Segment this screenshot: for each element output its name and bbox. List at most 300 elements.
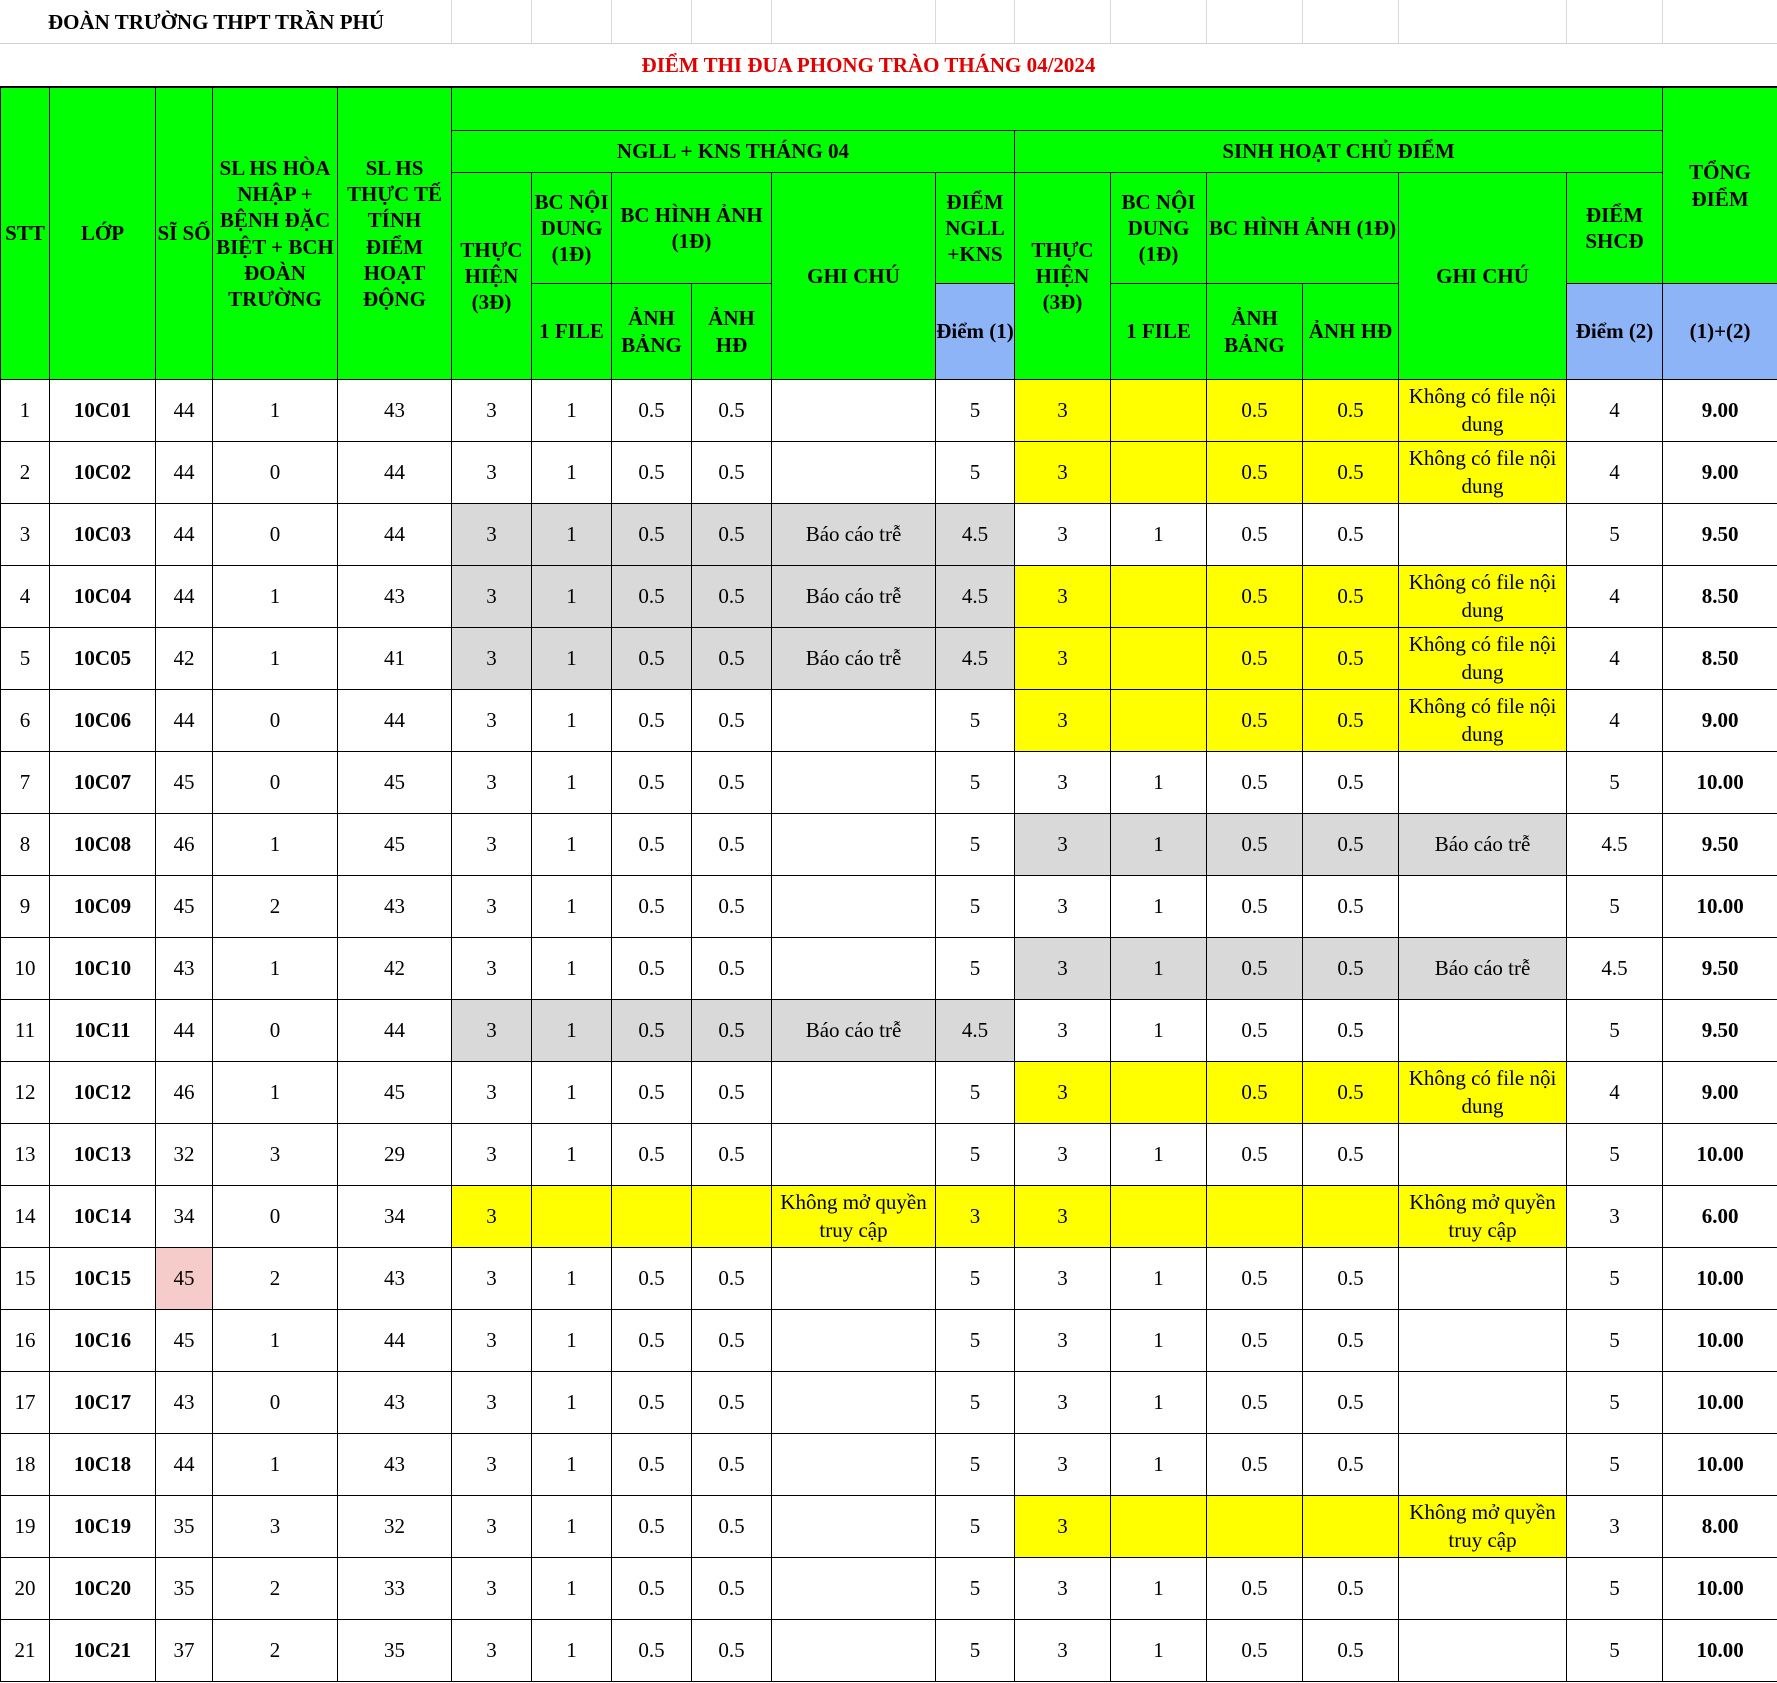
cell-tong-diem: 9.50 — [1663, 938, 1777, 1000]
cell-shcd-anh-bang: 0.5 — [1207, 814, 1303, 876]
header-bc-hinh-anh-2: BC HÌNH ẢNH (1Đ) — [1207, 173, 1399, 284]
cell-sl-hoa-nhap: 3 — [213, 1496, 338, 1558]
header-ghi-chu-1: GHI CHÚ — [772, 173, 936, 380]
cell-ngll-one-file: 1 — [532, 504, 612, 566]
cell-diem-shcd: 4 — [1567, 690, 1663, 752]
cell-ngll-one-file: 1 — [532, 690, 612, 752]
cell-ngll-anh-bang: 0.5 — [612, 1558, 692, 1620]
cell-sl-thuc-te: 34 — [338, 1186, 452, 1248]
cell-sl-hoa-nhap: 1 — [213, 380, 338, 442]
cell-shcd-anh-bang: 0.5 — [1207, 1248, 1303, 1310]
cell-si-so: 35 — [156, 1558, 213, 1620]
cell-ngll-thuc-hien: 3 — [452, 442, 532, 504]
cell-diem-shcd: 5 — [1567, 1620, 1663, 1682]
cell-tong-diem: 10.00 — [1663, 1558, 1777, 1620]
header-bc-noi-dung-1: BC NỘI DUNG (1Đ) — [532, 173, 612, 284]
cell-diem-ngll: 5 — [936, 442, 1015, 504]
cell-shcd-anh-bang: 0.5 — [1207, 628, 1303, 690]
cell-shcd-anh-bang: 0.5 — [1207, 504, 1303, 566]
cell-lop: 10C04 — [50, 566, 156, 628]
cell-lop: 10C03 — [50, 504, 156, 566]
cell-shcd-ghi-chu: Báo cáo trễ — [1399, 814, 1567, 876]
cell-stt: 6 — [1, 690, 50, 752]
cell-ngll-ghi-chu — [772, 1062, 936, 1124]
cell-shcd-anh-bang: 0.5 — [1207, 1558, 1303, 1620]
cell-tong-diem: 9.00 — [1663, 380, 1777, 442]
cell-si-so: 42 — [156, 628, 213, 690]
cell-shcd-one-file — [1111, 442, 1207, 504]
cell-ngll-ghi-chu: Không mở quyền truy cập — [772, 1186, 936, 1248]
cell-si-so: 37 — [156, 1620, 213, 1682]
cell-ngll-ghi-chu: Báo cáo trễ — [772, 504, 936, 566]
cell-ngll-anh-bang: 0.5 — [612, 380, 692, 442]
cell-shcd-anh-bang: 0.5 — [1207, 1620, 1303, 1682]
cell-diem-shcd: 5 — [1567, 1124, 1663, 1186]
cell-shcd-anh-hd: 0.5 — [1303, 504, 1399, 566]
cell-tong-diem: 9.00 — [1663, 442, 1777, 504]
cell-stt: 5 — [1, 628, 50, 690]
cell-shcd-anh-bang: 0.5 — [1207, 1372, 1303, 1434]
cell-ngll-anh-hd: 0.5 — [692, 504, 772, 566]
cell-ngll-anh-hd — [692, 1186, 772, 1248]
cell-ngll-thuc-hien: 3 — [452, 1062, 532, 1124]
cell-diem-shcd: 5 — [1567, 1000, 1663, 1062]
cell-diem-shcd: 4 — [1567, 628, 1663, 690]
cell-shcd-one-file: 1 — [1111, 814, 1207, 876]
cell-sl-thuc-te: 42 — [338, 938, 452, 1000]
cell-stt: 2 — [1, 442, 50, 504]
cell-ngll-anh-hd: 0.5 — [692, 1124, 772, 1186]
cell-ngll-one-file: 1 — [532, 1434, 612, 1496]
cell-sl-thuc-te: 43 — [338, 1248, 452, 1310]
table-row — [1, 566, 1777, 628]
header-thuc-hien-2: THỰC HIỆN (3Đ) — [1015, 173, 1111, 380]
cell-ngll-ghi-chu — [772, 1558, 936, 1620]
cell-ngll-ghi-chu — [772, 1496, 936, 1558]
cell-diem-shcd: 5 — [1567, 1434, 1663, 1496]
cell-stt: 10 — [1, 938, 50, 1000]
cell-ngll-thuc-hien: 3 — [452, 1496, 532, 1558]
cell-sl-thuc-te: 45 — [338, 752, 452, 814]
cell-shcd-anh-bang: 0.5 — [1207, 752, 1303, 814]
cell-sl-hoa-nhap: 3 — [213, 1124, 338, 1186]
header-sl-thuc-te: SL HS THỰC TẾ TÍNH ĐIỂM HOẠT ĐỘNG — [338, 88, 452, 380]
cell-shcd-thuc-hien: 3 — [1015, 752, 1111, 814]
table-header — [1, 88, 1777, 380]
cell-ngll-thuc-hien: 3 — [452, 1248, 532, 1310]
cell-si-so: 44 — [156, 690, 213, 752]
cell-ngll-one-file: 1 — [532, 1248, 612, 1310]
cell-sl-thuc-te: 35 — [338, 1620, 452, 1682]
cell-ngll-ghi-chu — [772, 1310, 936, 1372]
cell-shcd-thuc-hien: 3 — [1015, 628, 1111, 690]
cell-shcd-ghi-chu — [1399, 1124, 1567, 1186]
table-row — [1, 1496, 1777, 1558]
cell-tong-diem: 6.00 — [1663, 1186, 1777, 1248]
cell-ngll-anh-hd: 0.5 — [692, 1248, 772, 1310]
cell-ngll-anh-hd: 0.5 — [692, 442, 772, 504]
header-sl-hoa-nhap: SL HS HÒA NHẬP + BỆNH ĐẶC BIỆT + BCH ĐOÀN TRƯỜNG — [213, 88, 338, 380]
cell-diem-ngll: 5 — [936, 1558, 1015, 1620]
cell-si-so: 44 — [156, 566, 213, 628]
cell-ngll-anh-bang — [612, 1186, 692, 1248]
cell-diem-shcd: 4.5 — [1567, 814, 1663, 876]
cell-diem-shcd: 4.5 — [1567, 938, 1663, 1000]
table-row — [1, 752, 1777, 814]
cell-ngll-one-file: 1 — [532, 380, 612, 442]
cell-shcd-thuc-hien: 3 — [1015, 1558, 1111, 1620]
cell-sl-hoa-nhap: 1 — [213, 628, 338, 690]
table-row — [1, 876, 1777, 938]
cell-shcd-one-file — [1111, 380, 1207, 442]
cell-ngll-anh-bang: 0.5 — [612, 938, 692, 1000]
cell-si-so: 44 — [156, 380, 213, 442]
cell-sl-hoa-nhap: 2 — [213, 1620, 338, 1682]
cell-diem-shcd: 5 — [1567, 504, 1663, 566]
cell-shcd-one-file — [1111, 628, 1207, 690]
cell-shcd-anh-hd: 0.5 — [1303, 442, 1399, 504]
cell-ngll-thuc-hien: 3 — [452, 1434, 532, 1496]
table-row — [1, 1062, 1777, 1124]
cell-shcd-ghi-chu — [1399, 1558, 1567, 1620]
cell-stt: 7 — [1, 752, 50, 814]
cell-ngll-one-file: 1 — [532, 814, 612, 876]
header-diem-2: Điểm (2) — [1567, 284, 1663, 380]
cell-sl-thuc-te: 43 — [338, 1372, 452, 1434]
cell-sl-thuc-te: 44 — [338, 690, 452, 752]
cell-shcd-anh-hd: 0.5 — [1303, 876, 1399, 938]
table-row — [1, 504, 1777, 566]
cell-ngll-ghi-chu: Báo cáo trễ — [772, 1000, 936, 1062]
cell-shcd-anh-hd: 0.5 — [1303, 1000, 1399, 1062]
cell-ngll-thuc-hien: 3 — [452, 504, 532, 566]
cell-ngll-anh-bang: 0.5 — [612, 1434, 692, 1496]
cell-diem-shcd: 5 — [1567, 1310, 1663, 1372]
cell-shcd-thuc-hien: 3 — [1015, 566, 1111, 628]
cell-shcd-anh-hd: 0.5 — [1303, 1248, 1399, 1310]
cell-stt: 3 — [1, 504, 50, 566]
cell-si-so: 44 — [156, 1000, 213, 1062]
cell-shcd-one-file: 1 — [1111, 1372, 1207, 1434]
cell-tong-diem: 10.00 — [1663, 1248, 1777, 1310]
cell-tong-diem: 9.50 — [1663, 814, 1777, 876]
cell-shcd-ghi-chu — [1399, 504, 1567, 566]
header-diem-shcd: ĐIỂM SHCĐ — [1567, 173, 1663, 284]
cell-shcd-anh-hd: 0.5 — [1303, 1620, 1399, 1682]
cell-tong-diem: 9.00 — [1663, 690, 1777, 752]
cell-shcd-ghi-chu — [1399, 1620, 1567, 1682]
cell-si-so: 46 — [156, 1062, 213, 1124]
cell-ngll-thuc-hien: 3 — [452, 1620, 532, 1682]
score-table — [0, 87, 1777, 1682]
cell-si-so: 45 — [156, 1310, 213, 1372]
cell-shcd-anh-hd: 0.5 — [1303, 752, 1399, 814]
cell-ngll-anh-bang: 0.5 — [612, 1000, 692, 1062]
cell-ngll-thuc-hien: 3 — [452, 566, 532, 628]
cell-ngll-thuc-hien: 3 — [452, 876, 532, 938]
cell-ngll-anh-bang: 0.5 — [612, 442, 692, 504]
cell-diem-ngll: 5 — [936, 1496, 1015, 1558]
cell-shcd-anh-bang: 0.5 — [1207, 1062, 1303, 1124]
cell-diem-ngll: 4.5 — [936, 566, 1015, 628]
cell-shcd-ghi-chu: Không có file nội dung — [1399, 442, 1567, 504]
cell-si-so: 43 — [156, 1372, 213, 1434]
cell-ngll-anh-hd: 0.5 — [692, 1372, 772, 1434]
cell-ngll-anh-hd: 0.5 — [692, 1496, 772, 1558]
cell-ngll-one-file: 1 — [532, 628, 612, 690]
cell-lop: 10C02 — [50, 442, 156, 504]
cell-shcd-ghi-chu — [1399, 1248, 1567, 1310]
cell-lop: 10C18 — [50, 1434, 156, 1496]
table-row — [1, 1186, 1777, 1248]
cell-shcd-one-file: 1 — [1111, 1620, 1207, 1682]
cell-ngll-one-file: 1 — [532, 752, 612, 814]
cell-diem-shcd: 4 — [1567, 566, 1663, 628]
cell-diem-shcd: 5 — [1567, 876, 1663, 938]
table-row — [1, 1558, 1777, 1620]
cell-ngll-ghi-chu — [772, 876, 936, 938]
cell-ngll-ghi-chu — [772, 1372, 936, 1434]
cell-ngll-anh-bang: 0.5 — [612, 1124, 692, 1186]
cell-sl-thuc-te: 43 — [338, 380, 452, 442]
cell-shcd-ghi-chu — [1399, 1434, 1567, 1496]
cell-si-so: 34 — [156, 1186, 213, 1248]
cell-ngll-anh-hd: 0.5 — [692, 1062, 772, 1124]
cell-sl-thuc-te: 44 — [338, 1000, 452, 1062]
cell-ngll-anh-bang: 0.5 — [612, 1620, 692, 1682]
cell-tong-diem: 8.50 — [1663, 566, 1777, 628]
cell-sl-hoa-nhap: 0 — [213, 1000, 338, 1062]
cell-shcd-anh-bang: 0.5 — [1207, 1124, 1303, 1186]
cell-diem-shcd: 5 — [1567, 1558, 1663, 1620]
cell-lop: 10C08 — [50, 814, 156, 876]
cell-shcd-thuc-hien: 3 — [1015, 1496, 1111, 1558]
cell-shcd-thuc-hien: 3 — [1015, 1372, 1111, 1434]
cell-lop: 10C07 — [50, 752, 156, 814]
header-group-shcd: SINH HOẠT CHỦ ĐIỂM — [1015, 131, 1663, 173]
cell-shcd-thuc-hien: 3 — [1015, 380, 1111, 442]
cell-ngll-ghi-chu: Báo cáo trễ — [772, 566, 936, 628]
cell-si-so: 32 — [156, 1124, 213, 1186]
cell-shcd-ghi-chu — [1399, 1372, 1567, 1434]
cell-shcd-ghi-chu: Không mở quyền truy cập — [1399, 1496, 1567, 1558]
cell-shcd-anh-hd: 0.5 — [1303, 1310, 1399, 1372]
cell-si-so: 45 — [156, 752, 213, 814]
cell-ngll-thuc-hien: 3 — [452, 628, 532, 690]
cell-stt: 16 — [1, 1310, 50, 1372]
cell-ngll-anh-hd: 0.5 — [692, 1620, 772, 1682]
table-row — [1, 442, 1777, 504]
cell-si-so: 44 — [156, 1434, 213, 1496]
cell-shcd-one-file — [1111, 1496, 1207, 1558]
cell-ngll-anh-bang: 0.5 — [612, 566, 692, 628]
cell-stt: 17 — [1, 1372, 50, 1434]
cell-ngll-one-file: 1 — [532, 442, 612, 504]
cell-si-so: 44 — [156, 504, 213, 566]
cell-shcd-anh-hd: 0.5 — [1303, 814, 1399, 876]
table-row — [1, 628, 1777, 690]
cell-diem-shcd: 5 — [1567, 752, 1663, 814]
cell-ngll-one-file: 1 — [532, 1372, 612, 1434]
cell-ngll-thuc-hien: 3 — [452, 690, 532, 752]
table-row — [1, 690, 1777, 752]
cell-lop: 10C06 — [50, 690, 156, 752]
table-row — [1, 1310, 1777, 1372]
cell-tong-diem: 8.50 — [1663, 628, 1777, 690]
header-sum: (1)+(2) — [1663, 284, 1777, 380]
cell-diem-shcd: 5 — [1567, 1372, 1663, 1434]
cell-shcd-anh-hd: 0.5 — [1303, 690, 1399, 752]
cell-lop: 10C14 — [50, 1186, 156, 1248]
cell-lop: 10C05 — [50, 628, 156, 690]
cell-tong-diem: 9.50 — [1663, 504, 1777, 566]
cell-shcd-anh-hd: 0.5 — [1303, 1434, 1399, 1496]
cell-diem-ngll: 5 — [936, 1248, 1015, 1310]
cell-diem-shcd: 5 — [1567, 1248, 1663, 1310]
cell-shcd-anh-bang: 0.5 — [1207, 566, 1303, 628]
header-tong-diem: TỔNG ĐIỂM — [1663, 88, 1777, 284]
table-row — [1, 814, 1777, 876]
cell-tong-diem: 8.00 — [1663, 1496, 1777, 1558]
cell-ngll-anh-bang: 0.5 — [612, 690, 692, 752]
cell-shcd-one-file: 1 — [1111, 1310, 1207, 1372]
header-thuc-hien-1: THỰC HIỆN (3Đ) — [452, 173, 532, 380]
cell-diem-ngll: 5 — [936, 1124, 1015, 1186]
cell-stt: 11 — [1, 1000, 50, 1062]
cell-shcd-thuc-hien: 3 — [1015, 442, 1111, 504]
cell-stt: 12 — [1, 1062, 50, 1124]
header-top-band — [452, 88, 1663, 131]
cell-lop: 10C16 — [50, 1310, 156, 1372]
cell-sl-thuc-te: 44 — [338, 1310, 452, 1372]
cell-shcd-thuc-hien: 3 — [1015, 1620, 1111, 1682]
cell-sl-thuc-te: 45 — [338, 814, 452, 876]
cell-shcd-thuc-hien: 3 — [1015, 1062, 1111, 1124]
cell-shcd-thuc-hien: 3 — [1015, 1310, 1111, 1372]
cell-shcd-ghi-chu — [1399, 876, 1567, 938]
cell-ngll-anh-bang: 0.5 — [612, 752, 692, 814]
table-row — [1, 1000, 1777, 1062]
cell-ngll-thuc-hien: 3 — [452, 380, 532, 442]
cell-tong-diem: 10.00 — [1663, 1372, 1777, 1434]
cell-shcd-ghi-chu: Không có file nội dung — [1399, 1062, 1567, 1124]
table-row — [1, 1248, 1777, 1310]
cell-shcd-ghi-chu: Không mở quyền truy cập — [1399, 1186, 1567, 1248]
cell-shcd-anh-bang: 0.5 — [1207, 1434, 1303, 1496]
cell-shcd-one-file: 1 — [1111, 752, 1207, 814]
cell-sl-thuc-te: 43 — [338, 566, 452, 628]
cell-ngll-anh-bang: 0.5 — [612, 1248, 692, 1310]
cell-shcd-anh-bang: 0.5 — [1207, 380, 1303, 442]
cell-ngll-thuc-hien: 3 — [452, 938, 532, 1000]
cell-sl-thuc-te: 32 — [338, 1496, 452, 1558]
cell-shcd-ghi-chu: Không có file nội dung — [1399, 628, 1567, 690]
cell-lop: 10C11 — [50, 1000, 156, 1062]
cell-lop: 10C17 — [50, 1372, 156, 1434]
cell-diem-ngll: 5 — [936, 938, 1015, 1000]
header-anh-hd-2: ẢNH HĐ — [1303, 284, 1399, 380]
header-diem-1: Điểm (1) — [936, 284, 1015, 380]
cell-ngll-one-file — [532, 1186, 612, 1248]
cell-tong-diem: 10.00 — [1663, 1620, 1777, 1682]
cell-lop: 10C20 — [50, 1558, 156, 1620]
table-row — [1, 938, 1777, 1000]
cell-diem-ngll: 3 — [936, 1186, 1015, 1248]
cell-shcd-one-file — [1111, 1186, 1207, 1248]
cell-ngll-anh-hd: 0.5 — [692, 1434, 772, 1496]
cell-lop: 10C10 — [50, 938, 156, 1000]
cell-stt: 21 — [1, 1620, 50, 1682]
cell-sl-hoa-nhap: 1 — [213, 1434, 338, 1496]
cell-shcd-anh-bang: 0.5 — [1207, 690, 1303, 752]
cell-shcd-thuc-hien: 3 — [1015, 1186, 1111, 1248]
cell-shcd-anh-hd: 0.5 — [1303, 628, 1399, 690]
cell-sl-thuc-te: 45 — [338, 1062, 452, 1124]
cell-tong-diem: 10.00 — [1663, 1434, 1777, 1496]
cell-ngll-anh-hd: 0.5 — [692, 1558, 772, 1620]
cell-ngll-ghi-chu — [772, 1620, 936, 1682]
cell-sl-hoa-nhap: 0 — [213, 1372, 338, 1434]
header-anh-hd-1: ẢNH HĐ — [692, 284, 772, 380]
cell-shcd-thuc-hien: 3 — [1015, 1000, 1111, 1062]
header-one-file-1: 1 FILE — [532, 284, 612, 380]
cell-stt: 8 — [1, 814, 50, 876]
cell-shcd-one-file: 1 — [1111, 504, 1207, 566]
cell-diem-shcd: 3 — [1567, 1496, 1663, 1558]
header-anh-bang-2: ẢNH BẢNG — [1207, 284, 1303, 380]
cell-diem-ngll: 4.5 — [936, 504, 1015, 566]
cell-sl-hoa-nhap: 1 — [213, 814, 338, 876]
cell-ngll-anh-bang: 0.5 — [612, 1496, 692, 1558]
cell-diem-ngll: 4.5 — [936, 628, 1015, 690]
sheet-title-row — [0, 44, 1777, 87]
cell-diem-ngll: 5 — [936, 1062, 1015, 1124]
cell-lop: 10C09 — [50, 876, 156, 938]
header-stt: STT — [1, 88, 50, 380]
cell-si-so: 43 — [156, 938, 213, 1000]
cell-ngll-ghi-chu — [772, 814, 936, 876]
cell-ngll-thuc-hien: 3 — [452, 1372, 532, 1434]
cell-diem-ngll: 5 — [936, 1620, 1015, 1682]
cell-shcd-thuc-hien: 3 — [1015, 876, 1111, 938]
cell-diem-ngll: 5 — [936, 380, 1015, 442]
cell-ngll-thuc-hien: 3 — [452, 814, 532, 876]
cell-ngll-anh-hd: 0.5 — [692, 752, 772, 814]
cell-diem-shcd: 4 — [1567, 380, 1663, 442]
org-title: ĐOÀN TRƯỜNG THPT TRẦN PHÚ — [48, 10, 385, 34]
cell-shcd-thuc-hien: 3 — [1015, 1434, 1111, 1496]
table-row — [1, 1124, 1777, 1186]
cell-sl-hoa-nhap: 1 — [213, 566, 338, 628]
cell-sl-thuc-te: 29 — [338, 1124, 452, 1186]
cell-stt: 1 — [1, 380, 50, 442]
cell-ngll-one-file: 1 — [532, 1620, 612, 1682]
cell-ngll-anh-hd: 0.5 — [692, 938, 772, 1000]
table-row — [1, 1434, 1777, 1496]
cell-shcd-anh-hd: 0.5 — [1303, 1558, 1399, 1620]
cell-stt: 20 — [1, 1558, 50, 1620]
cell-shcd-one-file: 1 — [1111, 876, 1207, 938]
cell-shcd-one-file: 1 — [1111, 1124, 1207, 1186]
cell-sl-thuc-te: 44 — [338, 442, 452, 504]
cell-shcd-thuc-hien: 3 — [1015, 938, 1111, 1000]
header-group-ngll: NGLL + KNS THÁNG 04 — [452, 131, 1015, 173]
cell-si-so: 35 — [156, 1496, 213, 1558]
cell-shcd-anh-bang: 0.5 — [1207, 1310, 1303, 1372]
cell-ngll-thuc-hien: 3 — [452, 752, 532, 814]
cell-shcd-anh-hd: 0.5 — [1303, 566, 1399, 628]
cell-ngll-one-file: 1 — [532, 566, 612, 628]
